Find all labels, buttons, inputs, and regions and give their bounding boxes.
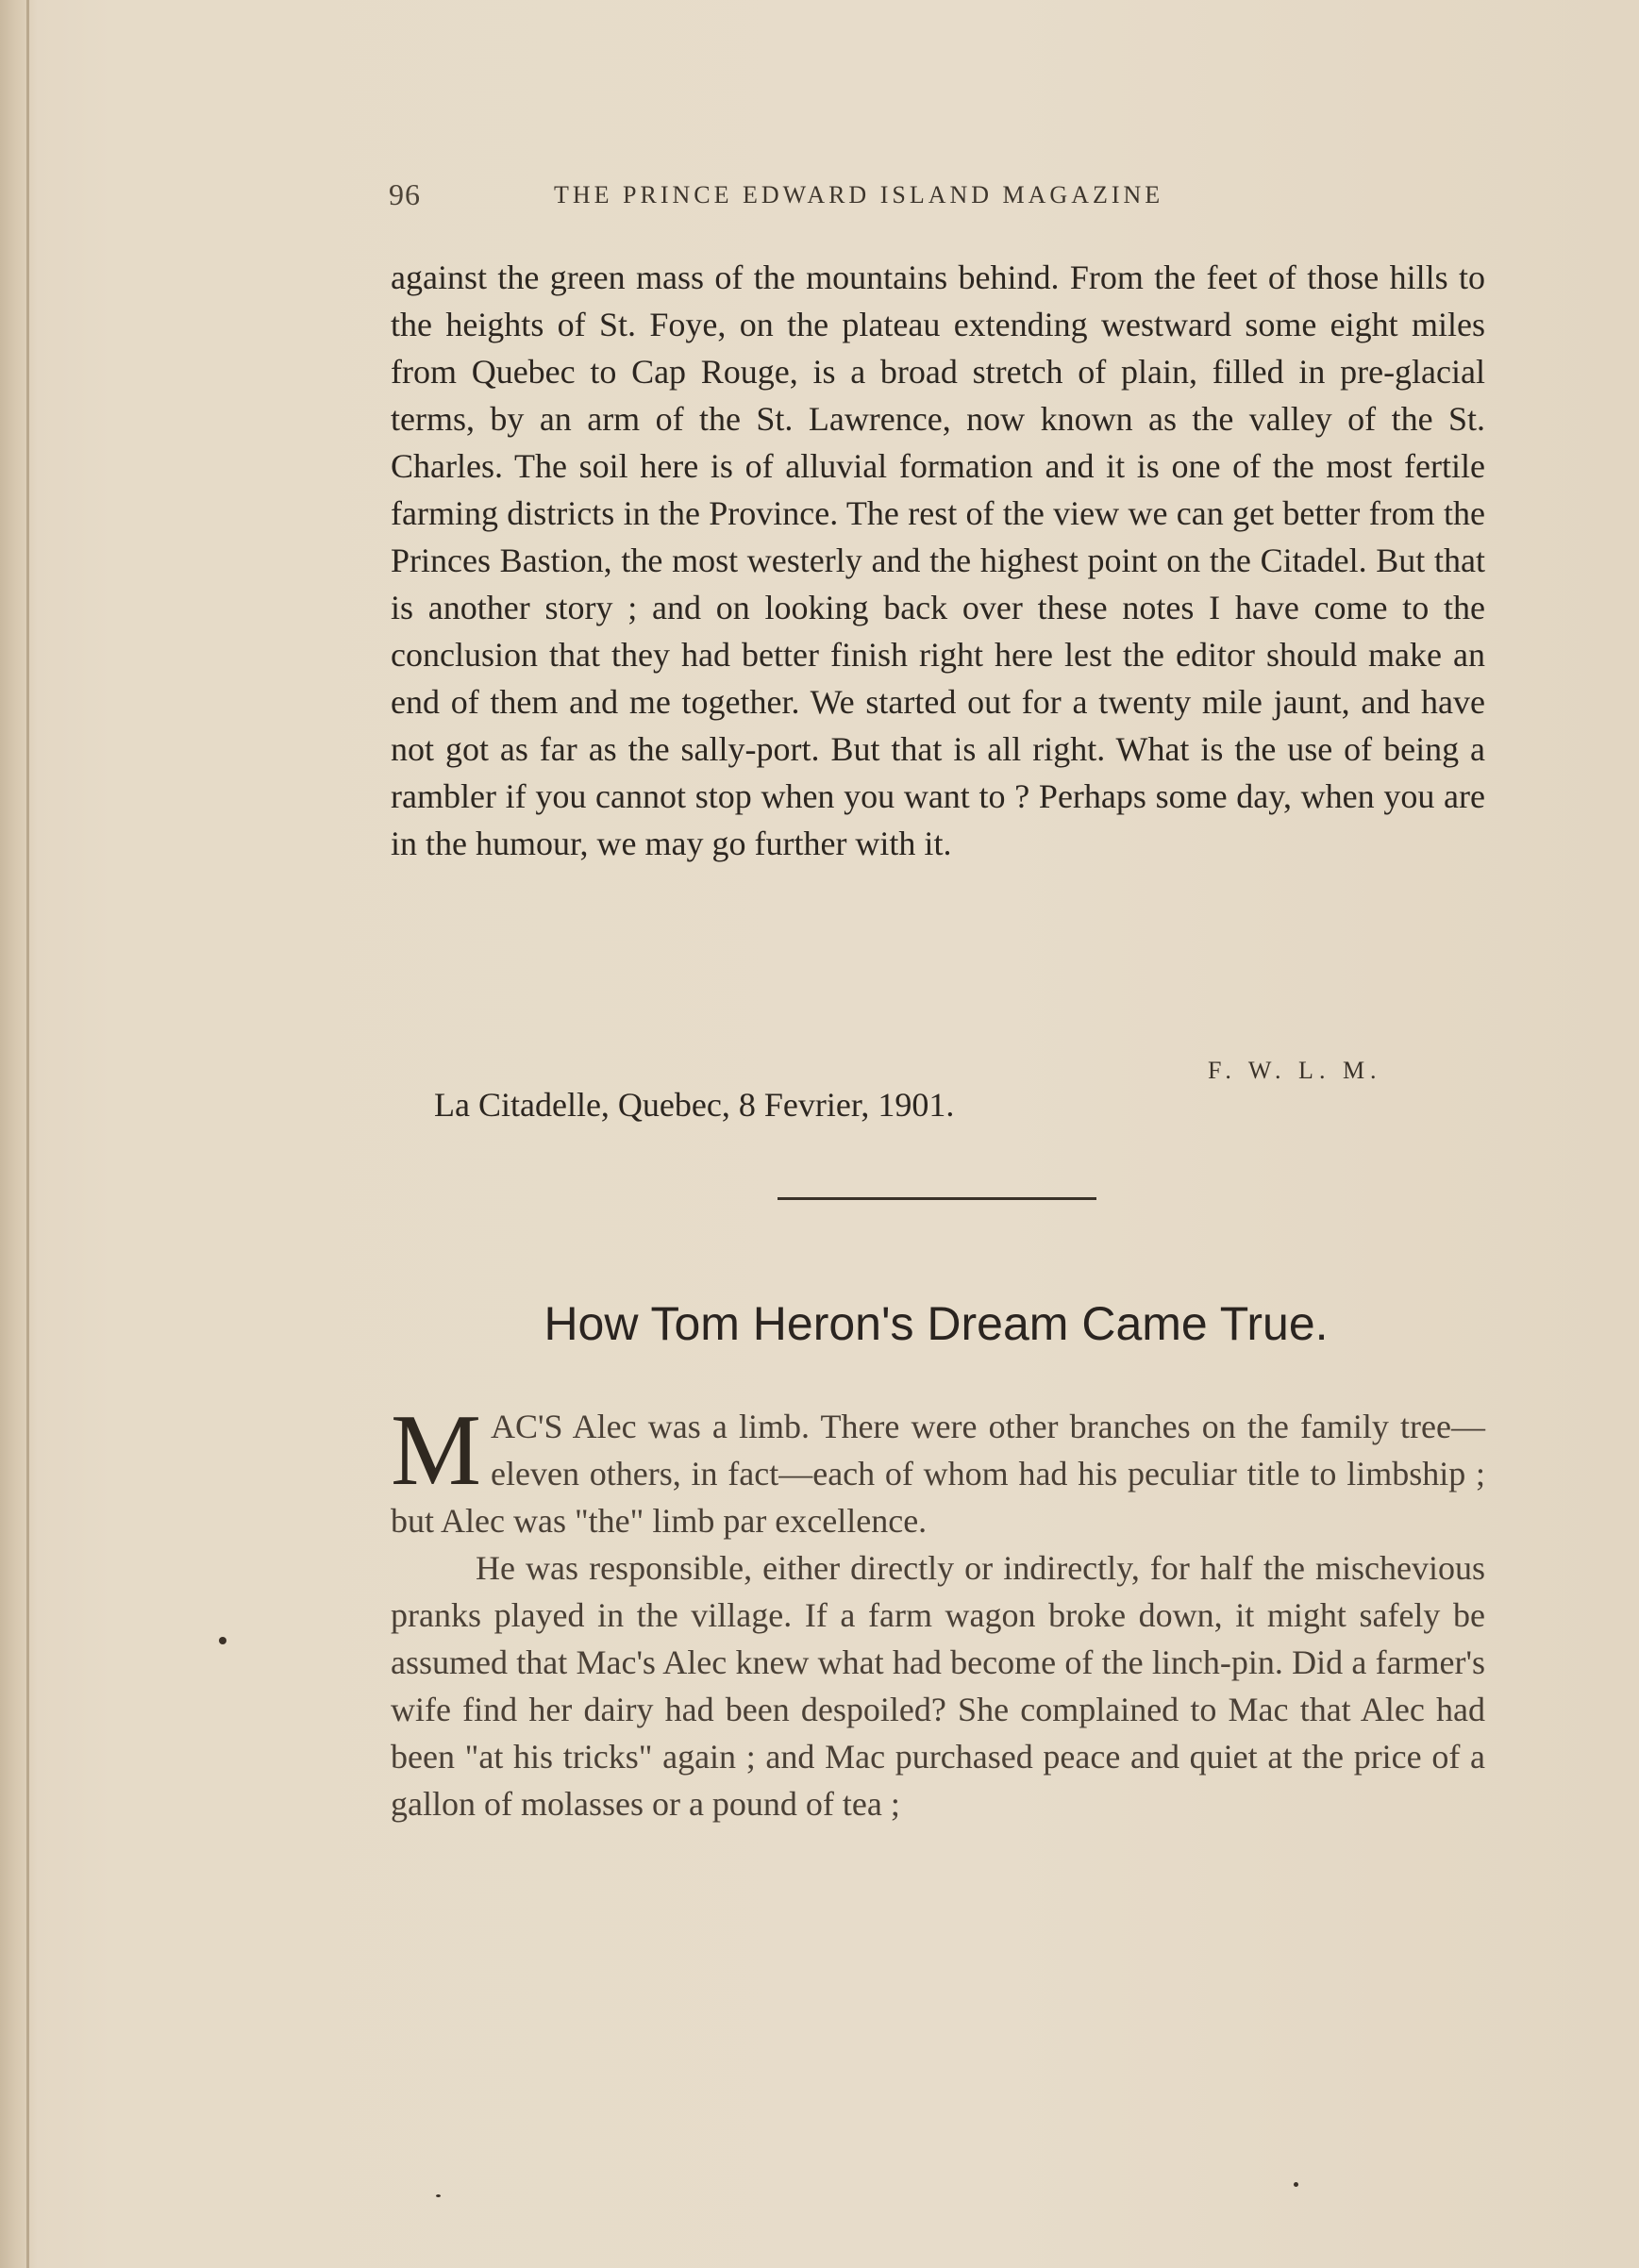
running-head bbox=[389, 177, 1295, 219]
section-divider bbox=[778, 1197, 1096, 1200]
story-title: How Tom Heron's Dream Came True. bbox=[544, 1297, 1329, 1350]
drop-cap: M bbox=[391, 1394, 482, 1507]
story-paragraph-1 bbox=[391, 1394, 1485, 1544]
author-signature: F. W. L. M. bbox=[1208, 1057, 1382, 1084]
ink-speck bbox=[1294, 2182, 1298, 2187]
essay-text bbox=[391, 254, 1485, 867]
ink-speck bbox=[219, 1637, 226, 1644]
story-paragraph-1-text: AC'S Alec was a limb. There were other branches on the family tree—eleven others, in fact—each of whom had his peculiar title to limbship ; but Alec was "the" limb par excellence. bbox=[391, 1408, 1485, 1540]
magazine-title: THE PRINCE EDWARD ISLAND MAGAZINE bbox=[554, 181, 1164, 208]
essay-paragraph: against the green mass of the mountains behind. From the feet of those hills to the heights of St. Foye, on the plateau extending westward some eight miles from Quebec to Cap Rouge, is a broad stretch of plain, filled in pre-glacial terms, by an arm of the St. Lawrence, now known as the valley of the St. Charles. The soil here is of alluvial formation and it is one of the most fertile farming districts in the Province. The rest of the view we can get better from the Princes Bastion, the most westerly and the highest point on the Citadel. But that is another story ; and on looking back over these notes I have come to the conclusion that they had better finish right here lest the editor should make an end of them and me together. We started out for a twenty mile jaunt, and have not got as far as the sally-port. But that is all right. What is the use of being a rambler if you cannot stop when you want to ? Perhaps some day, when you are in the humour, we may go further with it. bbox=[391, 258, 1485, 862]
story-paragraph-2: He was responsible, either directly or indirectly, for half the mischevious pranks played in the village. If a farm wagon broke down, it might safely be assumed that Mac's Alec knew what had become of the linch-pin. Did a farmer's wife find her dairy had been despoiled? She complained to Mac that Alec had been "at his tricks" again ; and Mac purchased peace and quiet at the price of a gallon of molasses or a pound of tea ; bbox=[391, 1549, 1485, 1823]
ink-speck bbox=[436, 2194, 441, 2197]
dateline: La Citadelle, Quebec, 8 Fevrier, 1901. bbox=[434, 1086, 955, 1124]
story-text bbox=[391, 1394, 1485, 1827]
page-number: 96 bbox=[389, 177, 421, 211]
